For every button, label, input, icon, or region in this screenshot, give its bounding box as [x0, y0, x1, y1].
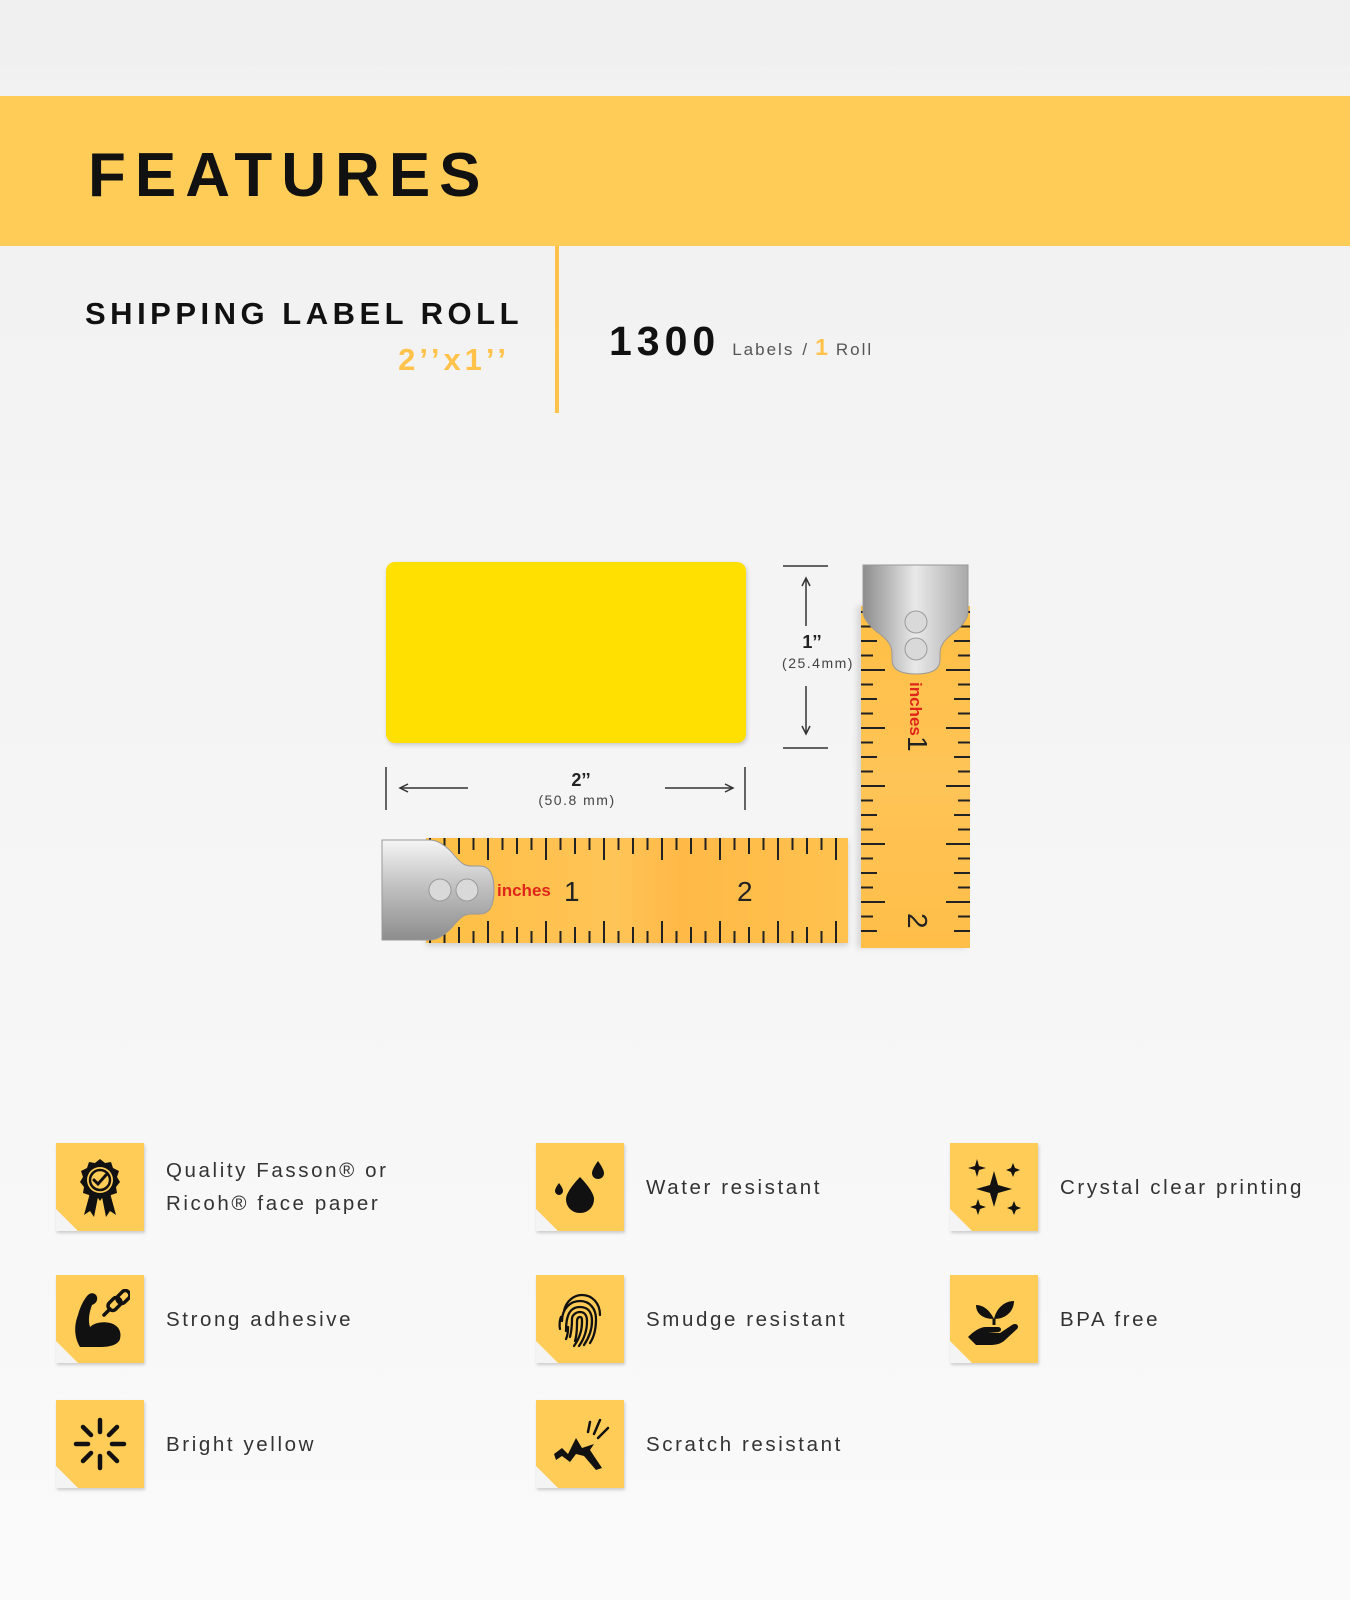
feature-tile [56, 1400, 144, 1488]
feature-tile [536, 1400, 624, 1488]
label-count-unit: Labels [732, 340, 795, 359]
width-dimension-mm: (50.8 mm) [538, 792, 616, 808]
horizontal-tape-tick-2: 2 [737, 876, 753, 907]
feature-item [536, 1143, 822, 1231]
feature-tile [56, 1275, 144, 1363]
feature-tile [56, 1143, 144, 1231]
top-strip [0, 0, 1350, 66]
feature-label: Quality Fasson® or Ricoh® face paper [166, 1159, 389, 1215]
product-size: 2’’x1’’ [398, 342, 510, 377]
feature-label: Water resistant [646, 1175, 823, 1199]
bright-sun-icon [70, 1414, 130, 1474]
vertical-tape-tick-1: 1 [902, 736, 933, 752]
product-title: SHIPPING LABEL ROLL [85, 296, 524, 331]
feature-tile [950, 1143, 1038, 1231]
scratch-icon [550, 1414, 610, 1474]
vertical-tape-measure [861, 565, 970, 948]
height-dimension-label: 1’’ [802, 632, 822, 652]
feature-item [950, 1143, 1304, 1231]
sparkles-icon [964, 1157, 1024, 1217]
features-banner [0, 96, 1350, 246]
roll-count-unit: Roll [835, 340, 874, 359]
vertical-divider [555, 246, 559, 413]
strong-arm-icon [70, 1289, 130, 1349]
label-count-separator: / [802, 340, 808, 359]
horizontal-tape-unit: inches [497, 881, 551, 900]
feature-item [56, 1275, 353, 1363]
feature-tile [950, 1275, 1038, 1363]
fingerprint-icon [550, 1289, 610, 1349]
feature-item [950, 1275, 1160, 1363]
feature-label: Strong adhesive [166, 1307, 354, 1331]
horizontal-tape-tick-1: 1 [564, 876, 580, 907]
award-ribbon-icon [70, 1157, 130, 1217]
feature-label: Bright yellow [166, 1432, 317, 1456]
hand-leaf-icon [964, 1289, 1024, 1349]
height-dimension-mm: (25.4mm) [782, 655, 854, 671]
label-count-number: 1300 [609, 318, 721, 364]
feature-item [56, 1143, 389, 1231]
banner-title: FEATURES [88, 141, 490, 210]
label-dimension-figure [370, 550, 990, 970]
feature-tile [536, 1143, 624, 1231]
label-count [609, 318, 873, 365]
label-sample [386, 562, 746, 743]
feature-label: Smudge resistant [646, 1307, 848, 1331]
width-dimension-label: 2’’ [571, 770, 591, 790]
vertical-tape-unit: inches [906, 682, 925, 736]
feature-label: BPA free [1060, 1307, 1161, 1331]
feature-item [536, 1275, 847, 1363]
vertical-tape-tick-2: 2 [902, 913, 933, 929]
roll-count-number: 1 [815, 334, 828, 360]
feature-item [56, 1400, 316, 1488]
feature-item [536, 1400, 843, 1488]
feature-label: Crystal clear printing [1060, 1175, 1305, 1199]
feature-label: Scratch resistant [646, 1432, 843, 1456]
water-drops-icon [550, 1157, 610, 1217]
horizontal-tape-measure [382, 838, 848, 943]
feature-tile [536, 1275, 624, 1363]
